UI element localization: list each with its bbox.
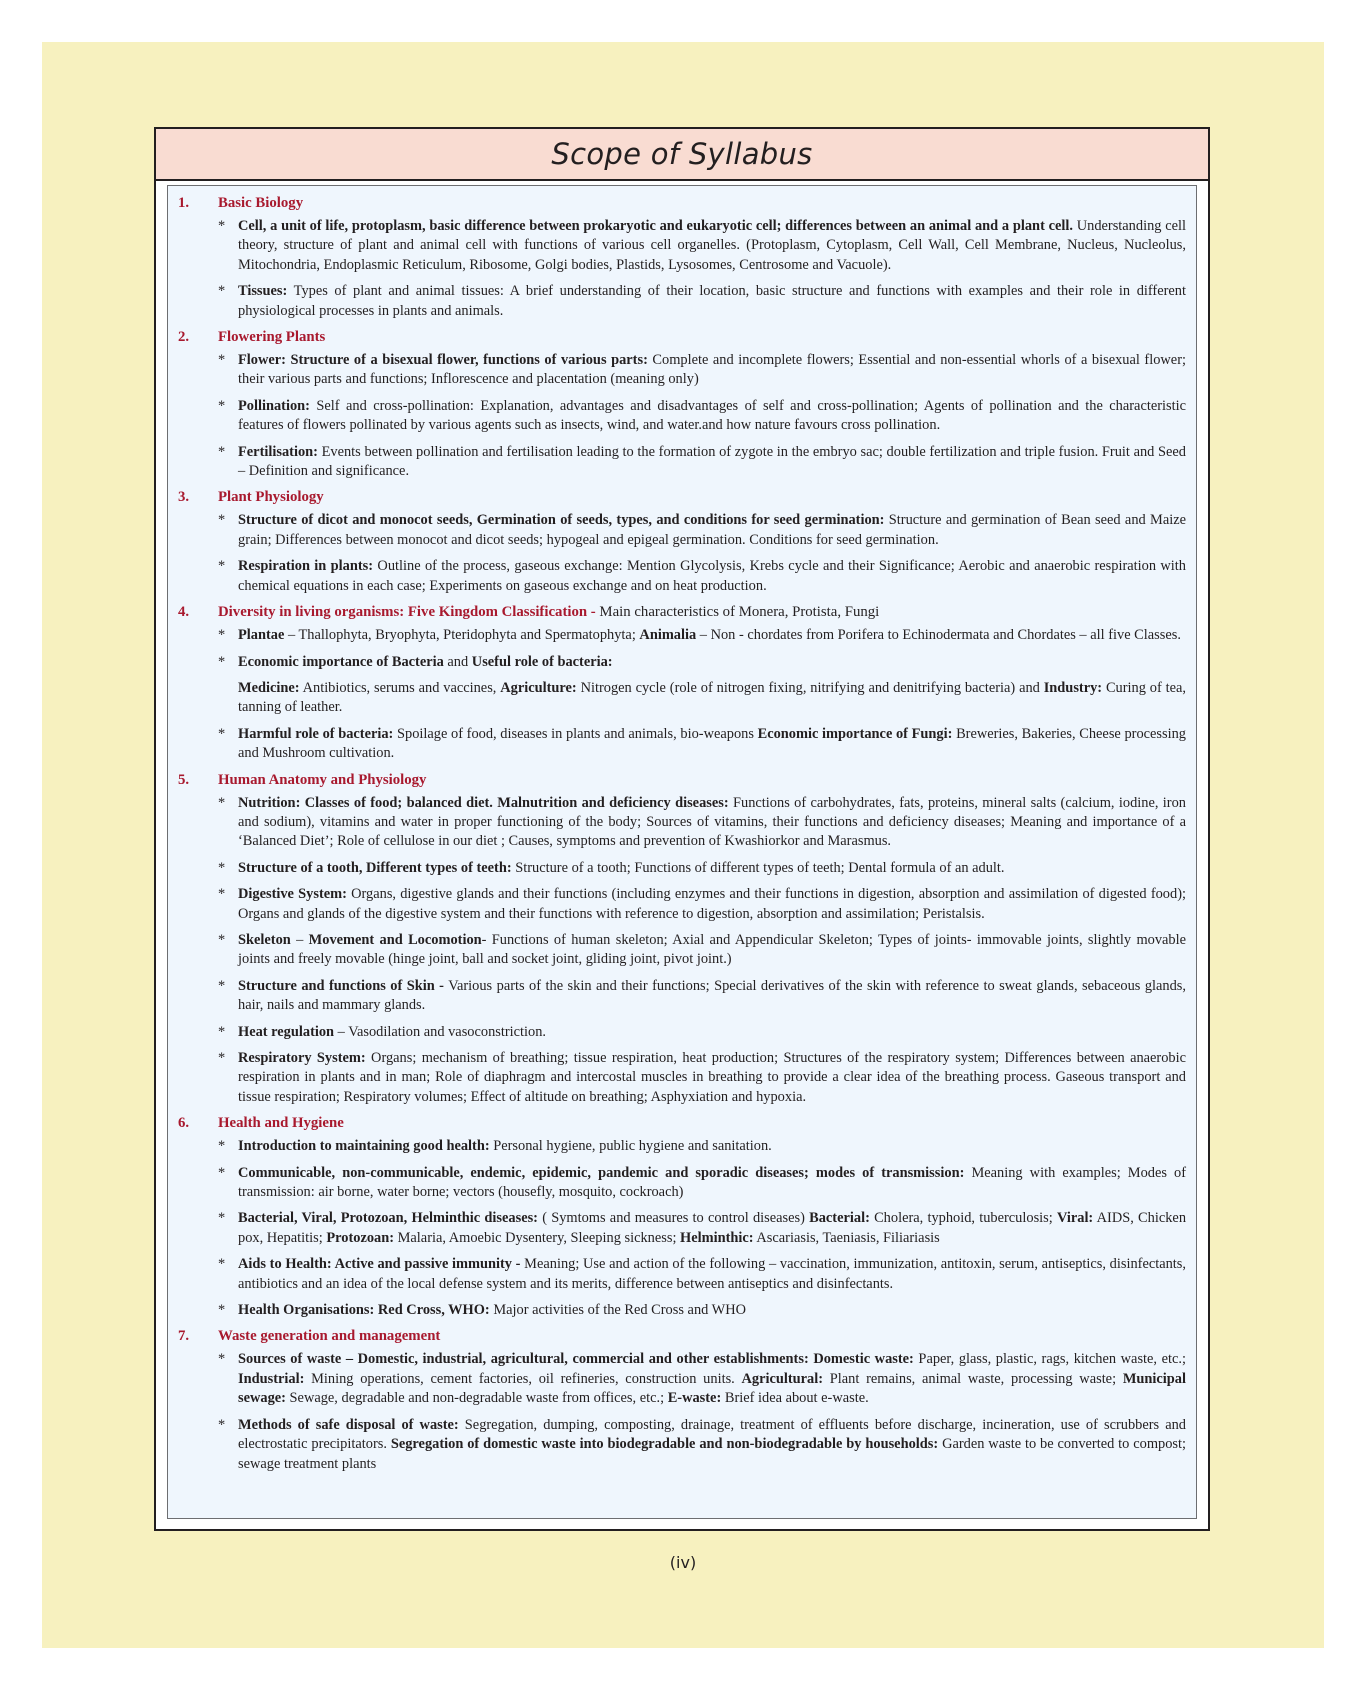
bullet-item [218,282,1186,321]
syllabus-section [178,1327,1186,1473]
section-heading-text [218,771,426,789]
bullet-item [218,725,1186,764]
bold-term: Cell, a unit of life, protoplasm, basic difference between prokaryotic and eukaryotic cell; differences between an animal and a plant cell. [238,218,1073,234]
description-text: – Thallophyta, Bryophyta, Pteridophyta and Spermatophyta; [284,627,640,644]
syllabus-section [178,488,1186,596]
bullet-item-text [238,859,1186,878]
syllabus-frame [154,127,1210,1531]
bold-term: Communicable, non-communicable, endemic, epidemic, pandemic and sporadic diseases; modes of transmission: [238,1164,965,1181]
description-text: Understanding cell theory, structure of plant and animal cell with functions of various cell organelles. (Protoplasm, Cytoplasm, Cell Wall, Cell Membrane, Nucleus, Nucleolus, Mitochondria, Endoplasmic Reticulum, Ribosome, Golgi bodies, Plastids, Lysosomes, Centrosome and Vacuole). [238,218,1186,273]
bold-term: Agricultural: [741,1370,824,1387]
description-text: Major activities of the Red Cross and WHO [489,1302,747,1319]
bullet-item [218,931,1186,970]
section-heading-title: Flowering Plants [218,329,326,346]
section-heading-text [218,1114,344,1132]
description-text: – Vasodilation and vasoconstriction. [334,1023,547,1040]
bold-term: Flower: Structure of a bisexual flower, functions of various parts: [238,352,648,369]
bullet-item [218,1301,1186,1320]
section-heading-text [218,328,325,346]
section-heading-text [218,1327,440,1345]
bold-term: Economic importance of Fungi: [757,725,953,742]
bullet-item [218,977,1186,1016]
bold-term: Methods of safe disposal of waste: [238,1416,459,1433]
section-number: 7. [178,1328,190,1345]
bold-term: Industrial: [238,1370,305,1387]
bold-term: Segregation of domestic waste into biodegradable and non-biodegradable by households: [390,1436,939,1453]
bullet-item-text [238,217,1186,275]
description-text: and [443,653,472,670]
bold-term: Heat regulation [238,1023,335,1040]
description-text: Paper, glass, plastic, rags, kitchen waste, etc.; [913,1351,1186,1368]
description-text: Sewage, degradable and non-degradable waste from offices, etc.; [285,1390,668,1407]
bold-term: Skeleton [238,931,291,948]
section-heading-title: Health and Hygiene [218,1115,344,1132]
description-text: Curing of tea, tanning of leather. [238,679,1186,716]
section-heading [178,194,1186,212]
section-heading [178,1114,1186,1132]
bold-term: Introduction to maintaining good health: [238,1138,490,1155]
description-text: Ascariasis, Taeniasis, Filiariasis [753,1229,940,1246]
section-number: 6. [178,1115,190,1132]
bold-term: Sources of waste – Domestic, industrial, agricultural, commercial and other establishments: Domestic waste: [238,1351,914,1368]
bold-term: Useful role of bacteria: [471,653,613,670]
asterisk-bullet-icon: * [218,218,226,234]
page-number: (iv) [669,1553,697,1572]
section-heading-title: Human Anatomy and Physiology [218,771,427,788]
asterisk-bullet-icon: * [218,1302,226,1319]
section-heading-tail: Main characteristics of Monera, Protista, Fungi [595,604,880,621]
bold-term: Aids to Health: Active and passive immunity - [238,1256,521,1273]
bold-term: Structure of a tooth, Different types of teeth: [238,859,512,876]
bold-term: Harmful role of bacteria: [238,725,394,742]
bullet-item [218,885,1186,924]
asterisk-bullet-icon: * [218,794,226,811]
description-text: – Non - chordates from Porifera to Echinodermata and Chordates – all five Classes. [696,627,1181,644]
bold-term: Nutrition: Classes of food; balanced diet. Malnutrition and deficiency diseases: [238,794,729,811]
bullet-item [218,1350,1186,1408]
asterisk-bullet-icon: * [218,1164,226,1181]
syllabus-section [178,194,1186,321]
bullet-item-text [238,1350,1186,1408]
description-text: Nitrogen cycle (role of nitrogen fixing, nitrifying and denitrifying bacteria) and [576,679,1044,696]
bullet-item-text [238,1164,1186,1203]
bullet-item-text [238,351,1186,390]
syllabus-content [167,185,1197,1519]
bullet-item-text [238,931,1186,970]
bullet-item [218,1209,1186,1248]
description-text: Events between pollination and fertilisation leading to the formation of zygote in the embryo sac; double fertilization and triple fusion. Fruit and Seed – Definition and significance. [238,443,1186,480]
asterisk-bullet-icon: * [218,283,226,300]
asterisk-bullet-icon: * [218,886,226,903]
bullet-item-text [238,511,1186,550]
asterisk-bullet-icon: * [218,627,226,644]
section-heading [178,603,1186,621]
bullet-item-text [238,885,1186,924]
bullet-item [218,1416,1186,1474]
bold-term: Animalia [639,627,697,644]
description-text: Types of plant and animal tissues: A brief understanding of their location, basic structure and functions with examples and their role in different physiological processes in plants and animals. [238,283,1186,319]
bullet-item-text [238,1209,1186,1248]
bullet-item-text [238,1255,1186,1294]
description-text: Outline of the process, gaseous exchange: Mention Glycolysis, Krebs cycle and their Significance; Aerobic and anaerobic respiration with chemical equations in each case; Experiments on gaseous exchange and on heat production. [238,558,1186,594]
bold-term: E-waste: [667,1390,722,1407]
bold-term: Agriculture: [500,679,577,696]
asterisk-bullet-icon: * [218,1050,226,1066]
asterisk-bullet-icon: * [218,1416,226,1433]
description-text: Antibiotics, serums and vaccines, [299,679,501,696]
description-text: Garden waste to be converted to compost; sewage treatment plants [238,1436,1187,1472]
bullet-item-text [238,397,1186,436]
syllabus-section [178,771,1186,1108]
description-text: Organs, digestive glands and their functions (including enzymes and their functions in digestion, absorption and assimilation of digested food); Organs and glands of the digestive system and their functions with reference to digestion, absorption and assimilation; Peristalsis. [238,886,1186,922]
bullet-item-text [238,626,1186,645]
section-number: 5. [178,771,190,788]
bold-term: Bacterial, Viral, Protozoan, Helminthic diseases: [238,1210,538,1227]
description-text: Cholera, typhoid, tuberculosis; [869,1210,1057,1227]
description-text: AIDS, Chicken pox, Hepatitis; [238,1210,1187,1246]
description-text: Personal hygiene, public hygiene and sanitation. [489,1138,772,1155]
section-heading [178,1327,1186,1345]
asterisk-bullet-icon: * [218,931,226,948]
bullet-item-text [238,1137,1186,1156]
bold-term: Industry: [1043,679,1103,696]
section-heading-title: Waste generation and management [218,1328,441,1345]
description-text: Structure of a tooth; Functions of different types of teeth; Dental formula of an adult. [511,859,1005,876]
bullet-item-text [238,443,1186,482]
bold-term: Digestive System: [238,886,347,903]
bullet-item [218,397,1186,436]
description-text: Complete and incomplete flowers; Essential and non-essential whorls of a bisexual flower; their various parts and functions; Inflorescence and placentation (meaning only) [238,352,1186,388]
asterisk-bullet-icon: * [218,1023,226,1040]
asterisk-bullet-icon: * [218,725,226,742]
bullet-item-text [238,1023,1186,1042]
asterisk-bullet-icon: * [218,397,226,414]
description-text: Spoilage of food, diseases in plants and animals, bio-weapons [393,725,758,742]
syllabus-section [178,1114,1186,1320]
asterisk-bullet-icon: * [218,1138,226,1155]
bold-term: Economic importance of Bacteria [238,653,444,670]
asterisk-bullet-icon: * [218,1351,226,1368]
description-text: Breweries, Bakeries, Cheese processing and Mushroom cultivation. [238,725,1187,762]
bullet-item [218,351,1186,390]
description-text: Meaning; Use and action of the following – vaccination, immunization, antitoxin, serum, antiseptics, disinfectants, antibiotics and an idea of the local defense system and its merits, difference between antiseptics and disinfectants. [238,1256,1187,1292]
asterisk-bullet-icon: * [218,1210,226,1227]
bold-term: Health Organisations: Red Cross, WHO: [238,1302,490,1319]
bold-term: Movement and Locomotion [308,931,482,948]
bullet-item-text [238,1416,1186,1474]
description-text: Malaria, Amoebic Dysentery, Sleeping sickness; [394,1229,681,1246]
description-text: Various parts of the skin and their functions; Special derivatives of the skin with reference to sweat glands, sebaceous glands, hair, nails and mammary glands. [238,977,1187,1014]
section-heading [178,328,1186,346]
bullet-item [218,1137,1186,1156]
bullet-item-text [238,1049,1186,1107]
description-text: Structure and germination of Bean seed and Maize grain; Differences between monocot and dicot seeds; hypogeal and epigeal germination. Conditions for seed germination. [238,512,1186,548]
bold-term: Pollination: [238,397,310,414]
bullet-item [218,653,1186,672]
section-heading-title: Basic Biology [218,195,304,211]
bullet-item-text [238,1301,1186,1320]
bold-term: Plantae [238,627,285,644]
description-text: ( Symtoms and measures to control diseases) [537,1210,810,1227]
bold-term: Respiration in plants: [238,558,374,575]
bullet-item-text [238,557,1186,596]
bullet-item [218,1023,1186,1042]
section-number: 2. [178,329,190,346]
description-text: Plant remains, animal waste, processing waste; [823,1370,1123,1387]
bullet-item [218,511,1186,550]
bullet-item-text [238,653,1186,672]
bullet-item [218,1049,1186,1107]
sub-item [238,679,1186,718]
asterisk-bullet-icon: * [218,1256,226,1273]
bold-term: Protozoan: [326,1229,395,1246]
section-heading-text [218,488,324,506]
asterisk-bullet-icon: * [218,352,226,369]
bold-term: Structure and functions of Skin - [238,977,444,994]
asterisk-bullet-icon: * [218,558,226,575]
description-text: Self and cross-pollination: Explanation, advantages and disadvantages of self and cross-pollination; Agents of pollination and the characteristic features of flowers pollinated by various agents such as insects, wind, and water.and how nature favours cross pollination. [238,397,1186,434]
section-heading [178,771,1186,789]
section-number: 1. [178,195,190,211]
description-text: Functions of carbohydrates, fats, proteins, mineral salts (calcium, iodine, iron and sodium), vitamins and water in proper functioning of the body; Sources of vitamins, their functions and deficiency diseases; Meaning and importance of a ‘Balanced Diet’; Role of cellulose in our diet ; Causes, symptoms and prevention of Kwashiorkor and Marasmus. [238,794,1186,850]
bullet-item-text [238,794,1186,852]
bullet-item [218,794,1186,852]
asterisk-bullet-icon: * [218,512,226,529]
asterisk-bullet-icon: * [218,653,226,670]
asterisk-bullet-icon: * [218,443,226,460]
bold-term: Respiratory System: [238,1050,366,1066]
section-heading-text [218,194,303,212]
section-heading [178,488,1186,506]
section-number: 4. [178,604,190,621]
description-text: – [290,931,309,948]
bold-term: Fertilisation: [238,443,318,460]
bullet-item [218,1164,1186,1203]
bold-term: Viral: [1057,1210,1094,1227]
asterisk-bullet-icon: * [218,859,226,876]
section-heading-title: Plant Physiology [218,489,324,506]
description-text: Organs; mechanism of breathing; tissue respiration, heat production; Structures of the respiratory system; Differences between anaerobic respiration in plants and in man; Role of diaphragm and intercostal muscles in breathing to provide a clear idea of the breathing process. Gaseous transport and tissue respiration; Respiratory volumes; Effect of altitude on breathing; Asphyxiation and hypoxia. [238,1050,1187,1105]
bullet-item [218,217,1186,275]
description-text: Segregation, dumping, composting, drainage, treatment of effluents before discharge, incineration, use of scrubbers and electrostatic precipitators. [238,1416,1186,1453]
section-heading-text [218,603,879,621]
bullet-item [218,1255,1186,1294]
bold-term: Bacterial: [809,1210,870,1227]
asterisk-bullet-icon: * [218,977,226,994]
bold-term: Medicine: [238,679,300,696]
syllabus-section [178,328,1186,481]
bold-term: Tissues: [238,283,288,300]
bullet-item-text [238,282,1186,321]
description-text: Brief idea about e-waste. [721,1390,869,1407]
description-text: Mining operations, cement factories, oil refineries, construction units. [304,1370,742,1387]
bullet-item [218,443,1186,482]
page-title: Scope of Syllabus [156,129,1208,181]
section-number: 3. [178,489,190,506]
bullet-item [218,626,1186,645]
bullet-item [218,557,1186,596]
bold-term: Structure of dicot and monocot seeds, Germination of seeds, types, and conditions for seed germination: [238,512,885,529]
bullet-item [218,859,1186,878]
description-text: - Functions of human skeleton; Axial and Appendicular Skeleton; Types of joints- immovable joints, slightly movable joints and freely movable (hinge joint, ball and socket joint, gliding joint, pivot joint.) [238,931,1187,968]
bullet-item-text [238,725,1186,764]
bold-term: Helminthic: [680,1229,754,1246]
bullet-item-text [238,977,1186,1016]
syllabus-section [178,603,1186,763]
description-text: Meaning with examples; Modes of transmission: air borne, water borne; vectors (housefly, mosquito, cockroach) [238,1164,1187,1201]
section-heading-title: Diversity in living organisms: Five Kingdom Classification - [218,604,596,621]
bold-term: Municipal sewage: [238,1370,1186,1407]
